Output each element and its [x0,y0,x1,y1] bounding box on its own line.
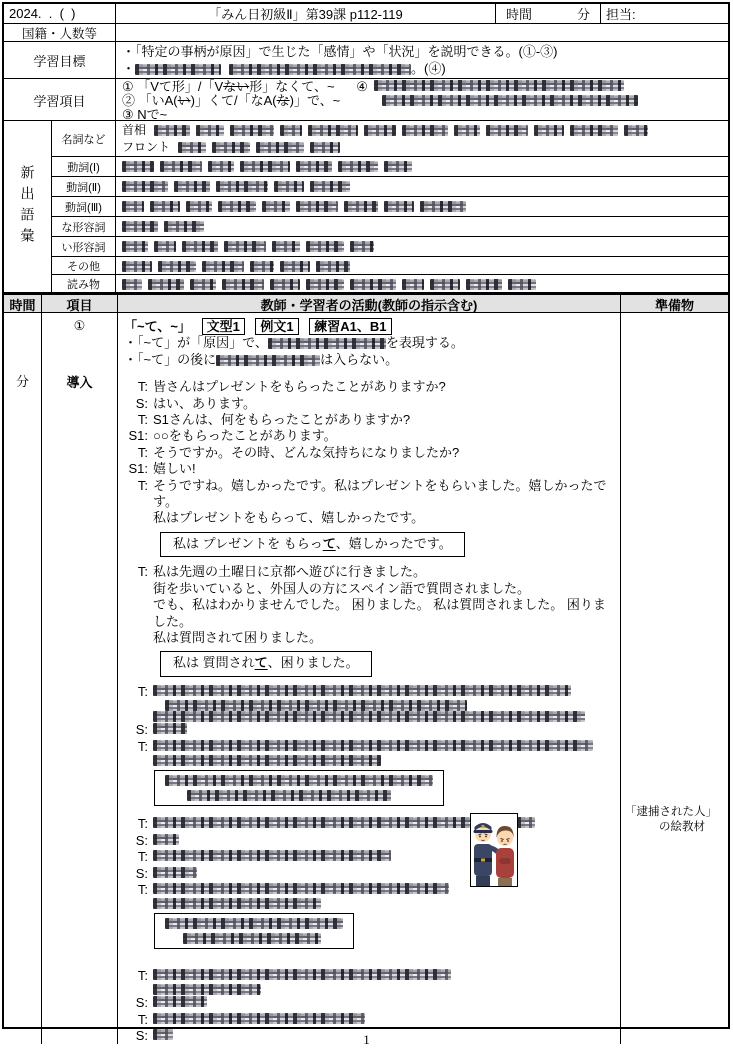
lesson-title: 「みん日初級Ⅱ」第39課 p112-119 [116,4,496,23]
redacted-text [153,850,391,861]
nationality-row [4,24,728,42]
instructor-field: 担当: [606,7,636,22]
teaching-note-2: ・「~て」の後に は入らない。 [124,351,399,367]
redacted-text [153,740,593,751]
redacted-text [306,279,344,290]
vocab-verb2 [116,177,728,197]
redacted-text [382,95,638,106]
grammar-badge: 例文1 [255,318,298,335]
redacted-text [280,261,310,272]
redacted-text [122,201,144,212]
item-4: ④ [356,80,638,121]
nationality-value [116,24,728,42]
redacted-dialogue-line: S: [124,866,616,882]
redacted-text [122,241,148,252]
vocab-cat-verb2: 動詞(Ⅱ) [52,177,116,197]
story-line: でも、私はわかりませんでした。 困りました。 私は質問されました。 困りました。 [153,597,606,629]
lesson-date: 2024. . ( ) [4,4,116,23]
redacted-text [402,279,424,290]
redacted-text [153,723,187,734]
vocab-cat-i-adj: い形容詞 [52,237,116,257]
redacted-text [153,1013,365,1024]
redacted-dialogue-line: S: [124,1028,616,1044]
item-3: ③ Nで~ [122,106,168,122]
redacted-text [153,834,179,845]
learning-items-row [4,79,728,121]
vocab-na-adj [116,217,728,237]
example-sentence-box: 私は 質問されて、困りました。 [160,651,372,676]
redacted-dialogue-line: S: [124,722,616,738]
redacted-text [122,279,142,290]
time-field [496,4,601,23]
activity-item-cell [42,313,118,1044]
vocab-cat-nouns: 名詞など [52,121,116,157]
learning-goals-row [4,42,728,79]
dialogue-line: T: 皆さんはプレゼントをもらったことがありますか? [137,379,446,395]
redacted-text [350,279,396,290]
redacted-text [224,241,266,252]
dialogue-line: S: はい、あります。 [135,395,256,411]
vocab-cat-reading: 読み物 [52,275,116,292]
redacted-text [122,261,152,272]
example-box-wrap [124,527,616,564]
redacted-text [229,64,411,75]
redacted-dialogue-line [124,711,616,722]
redacted-box-wrap [124,909,616,959]
redacted-text [272,241,300,252]
goal-line-2: ・ 。(④) [122,61,446,76]
redacted-text [160,161,202,172]
redacted-text [402,125,448,136]
redacted-text [122,161,154,172]
redacted-text [212,142,250,153]
redacted-text [374,80,624,91]
redacted-dialogue-line: T: [124,684,616,700]
redacted-text [153,996,207,1007]
activity-content [118,313,621,1044]
redacted-text [624,125,648,136]
grammar-badge: 文型1 [202,318,245,335]
redacted-text [310,142,340,153]
redacted-dialogue-line [124,755,616,766]
redacted-text [150,201,180,212]
redacted-text [202,261,244,272]
redacted-text [148,279,184,290]
redacted-text [268,338,386,349]
col-activity: 教師・学習者の活動(教師の指示含む) [118,295,621,314]
redacted-dialogue-line: S: [124,995,616,1011]
time-label: 時間 [506,7,533,22]
col-item: 項目 [42,295,118,314]
redacted-dialogue-line: T: [124,816,616,832]
redacted-example-box [154,770,444,806]
redacted-dialogue-line: T: [124,1012,616,1028]
dialogue-line: T: そうですね。嬉しかったです。私はプレゼントをもらいました。嬉しかったです。 [137,477,607,510]
lesson-plan-table [2,2,730,1043]
dialogue-line: S1: ○○をもらったことがあります。 [128,428,337,444]
redacted-text [280,125,302,136]
redacted-text [164,221,204,232]
redacted-text [153,711,585,722]
redacted-text [240,161,290,172]
redacted-text [190,279,216,290]
redacted-text [187,790,391,801]
grammar-badge: 練習A1、B1 [309,318,391,335]
story-line: T: 私は先週の土曜日に京都へ遊びに行きました。 [137,564,427,580]
redacted-text [420,201,466,212]
redacted-text [250,261,274,272]
redacted-text [153,755,381,766]
redacted-text [570,125,618,136]
redacted-text [230,125,274,136]
dialogue-line: 私はプレゼントをもらって、嬉しかったです。 [153,510,425,526]
header-row [4,4,728,24]
story-line: 街を歩いていると、外国人の方にスペイン語で質問されました。 [153,580,531,596]
redacted-text [534,125,564,136]
arrested-person-figure [496,826,514,886]
redacted-text [296,201,338,212]
redacted-text [306,241,344,252]
vocab-verb1 [116,157,728,177]
redacted-text [222,279,264,290]
redacted-dialogue-line: S: [124,833,616,849]
redacted-text [262,201,290,212]
redacted-example-box [154,913,354,949]
redacted-text [154,241,176,252]
redacted-text [338,161,378,172]
redacted-text [153,867,197,878]
vocab-cat-na-adj: な形容詞 [52,217,116,237]
col-materials: 準備物 [654,298,694,313]
redacted-text [186,201,212,212]
items-1-3 [122,80,340,121]
redacted-text [153,685,571,696]
item-1: ① 「Vて形」/「Vない形」なくて、~ [122,79,335,94]
arrest-illustration-svg [471,814,517,886]
redacted-text [344,201,378,212]
col-time: 時間 [4,295,42,314]
redacted-text [208,161,234,172]
nationality-label: 国籍・人数等 [4,24,116,42]
materials-cell [621,313,728,1044]
redacted-text [316,261,350,272]
dialogue-line: T: S1さんは、何をもらったことがありますか? [137,412,411,428]
item-number: ① [73,318,86,333]
redacted-text [182,241,218,252]
redacted-text [364,125,396,136]
redacted-text [153,898,321,909]
redacted-text [508,279,536,290]
item-2: ② 「いA(い)」くて/「なA(な)」で、~ [122,92,341,108]
vocab-word: 首相 [122,123,147,137]
vocab-cat-verb1: 動詞(Ⅰ) [52,157,116,177]
redacted-text [384,161,412,172]
redacted-text [466,279,502,290]
redacted-text [384,201,414,212]
minutes-label: 分 [576,7,590,22]
redacted-text [216,181,268,192]
redacted-text [196,125,224,136]
learning-goals-body [116,42,728,78]
vocab-section [4,121,728,293]
page-number: 1 [363,1032,370,1047]
vocab-cat-verb3: 動詞(Ⅲ) [52,197,116,217]
phase-label: 導入 [66,375,93,390]
redacted-text [153,883,449,894]
activity-table-header [4,293,728,313]
redacted-text [165,775,433,786]
materials-note-line: 「逮捕された人」 [625,806,717,818]
redacted-dialogue-line: T: [124,882,616,898]
redacted-text [183,933,321,944]
redacted-text [165,700,467,711]
redacted-dialogue-line: T: [124,849,616,865]
redacted-text [218,201,256,212]
redacted-text [165,918,343,929]
redacted-text [256,142,304,153]
vocab-nouns [116,121,728,157]
materials-note-line: の絵教材 [659,821,705,833]
activity-time-cell: 分 [4,313,42,1044]
redacted-text [296,161,332,172]
redacted-text [274,181,304,192]
redacted-text [308,125,358,136]
vocab-i-adj [116,237,728,257]
redacted-text [158,261,196,272]
redacted-text [216,355,320,366]
learning-items-label: 学習項目 [4,79,116,122]
redacted-text [153,969,451,980]
redacted-box-wrap [124,766,616,816]
arrest-illustration [470,813,518,887]
activity-row [4,313,728,1043]
teaching-note-1: ・「~て」が「原因」で、 を表現する。 [124,335,464,351]
redacted-dialogue-line: T: [124,739,616,755]
redacted-text [122,181,168,192]
dialogue-line: T: そうですか。その時、どんな気持ちになりましたか? [137,444,460,460]
redacted-text [153,984,261,995]
vocab-section-label: 新出語彙 [4,121,52,292]
vocab-verb3 [116,197,728,217]
redacted-text [178,142,206,153]
redacted-text [430,279,460,290]
vocab-reading [116,275,728,292]
police-officer-figure [474,823,500,886]
example-box-wrap [124,646,616,683]
redacted-dialogue-line [124,700,616,711]
redacted-text [174,181,210,192]
redacted-text [122,221,158,232]
redacted-text [310,181,350,192]
vocab-cat-others: その他 [52,257,116,275]
story-line: 私は質問されて困りました。 [153,629,323,645]
redacted-text [454,125,480,136]
grammar-pattern-line: 「~て、~」 文型1 例文1 練習A1、B1 [124,318,616,335]
example-sentence-box: 私は プレゼントを もらって、嬉しかったです。 [160,532,465,557]
redacted-text [270,279,300,290]
redacted-text [154,125,190,136]
dialogue-line: S1: 嬉しい! [128,461,196,477]
redacted-dialogue-line [124,898,616,909]
learning-goals-label: 学習目標 [4,42,116,78]
redacted-text [350,241,374,252]
learning-items-body [116,79,728,122]
redacted-text [486,125,528,136]
redacted-text [135,64,221,75]
goal-line-1: ・「特定の事柄が原因」で生じた「感情」や「状況」を説明できる。(①-③) [122,44,558,59]
redacted-dialogue-line [124,984,616,995]
vocab-word: フロント [122,140,171,154]
redacted-dialogue-line: T: [124,968,616,984]
vocab-others [116,257,728,275]
